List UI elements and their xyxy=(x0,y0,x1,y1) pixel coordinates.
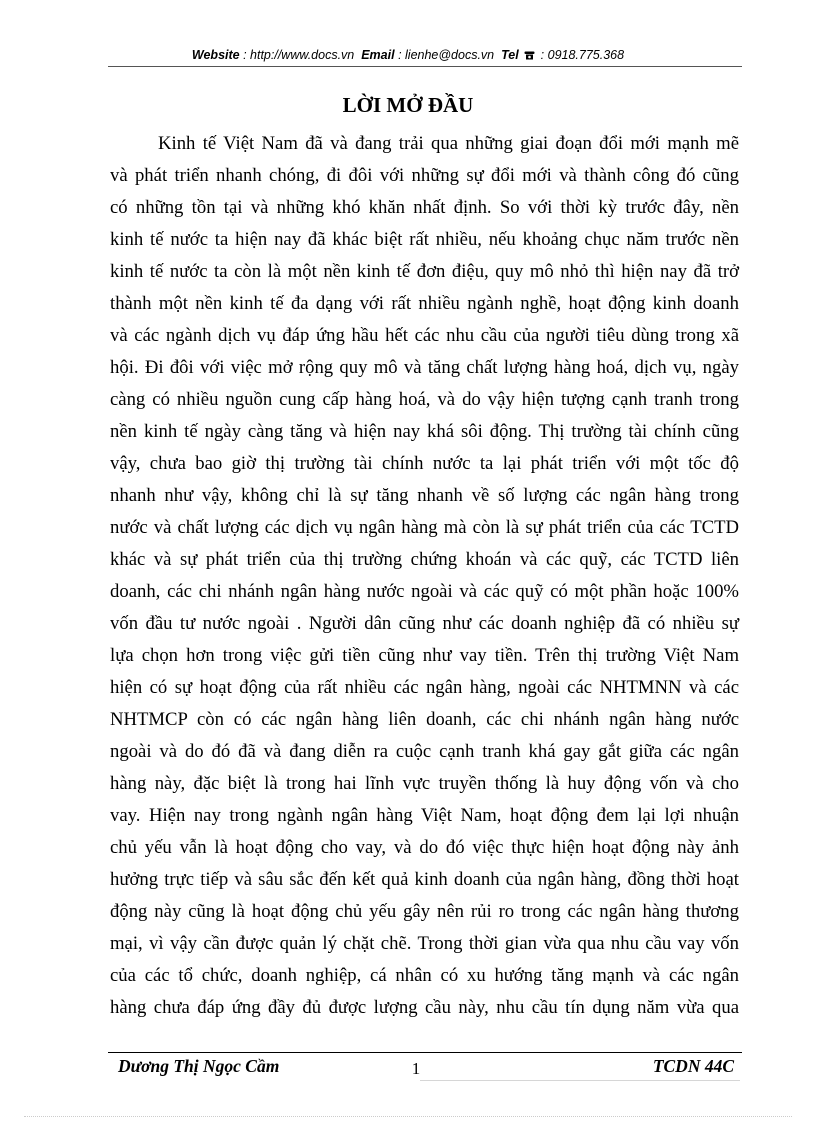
body-line: hàng này, đặc biệt là trong hai lĩnh vực truyền thống là huy động vốn và cho xyxy=(110,773,739,794)
body-line: hội. Đi đôi với việc mở rộng quy mô và tăng chất lượng hàng hoá, dịch vụ, ngày xyxy=(110,357,739,378)
body-line: hưởng trực tiếp và sâu sắc đến kết quả kinh doanh của ngân hàng, đồng thời hoạt xyxy=(110,869,739,890)
body-line: chủ yếu vẫn là hoạt động cho vay, và do đó việc thực hiện hoạt động này ảnh xyxy=(110,837,739,858)
footer-class-code: TCDN 44C xyxy=(652,1056,734,1076)
footer-divider xyxy=(108,1052,742,1053)
body-line: vậy, chưa bao giờ thị trường tài chính nước ta lại phát triển với một tốc độ xyxy=(110,453,739,474)
website-label: Website xyxy=(191,48,240,62)
page-header xyxy=(0,48,816,62)
body-line: doanh, các chi nhánh ngân hàng nước ngoài và các quỹ có một phần hoặc 100% xyxy=(110,581,739,602)
tel-label: Tel xyxy=(501,48,519,62)
body-line: nước và chất lượng các dịch vụ ngân hàng mà còn là sự phát triển của các TCTD xyxy=(110,517,739,538)
body-line: động này cũng là hoạt động chủ yếu gây nên rủi ro trong các ngân hàng thương xyxy=(110,901,739,922)
email-label: Email xyxy=(361,48,395,62)
body-line: kinh tế nước ta hiện nay đã khác biệt rất nhiều, nếu khoảng chục năm trước nền xyxy=(110,229,739,250)
body-line: của các tổ chức, doanh nghiệp, cá nhân có xu hướng tăng mạnh và các ngân xyxy=(110,965,739,986)
body-line: nhanh như vậy, không chỉ là sự tăng nhanh về số lượng các ngân hàng trong xyxy=(110,485,739,506)
body-line: ngoài và do đó đã và đang diễn ra cuộc cạnh tranh khá gay gắt giữa các ngân xyxy=(110,741,739,762)
body-line: NHTMCP còn có các ngân hàng liên doanh, các chi nhánh ngân hàng nước xyxy=(110,709,739,730)
body-line: nền kinh tế ngày càng tăng và hiện nay khá sôi động. Thị trường tài chính cũng xyxy=(110,421,739,442)
body-line: và các ngành dịch vụ đáp ứng hầu hết các nhu cầu của người tiêu dùng trong xã xyxy=(110,325,739,346)
body-line: Kinh tế Việt Nam đã và đang trải qua những giai đoạn đổi mới mạnh mẽ xyxy=(158,133,739,154)
phone-icon xyxy=(524,51,535,60)
body-line: càng có nhiều nguồn cung cấp hàng hoá, và do vậy hiện tượng cạnh tranh trong xyxy=(110,389,739,410)
body-line: thành một nền kinh tế đa dạng với rất nhiều ngành nghề, hoạt động kinh doanh xyxy=(110,293,739,314)
page-title: LỜI MỞ ĐẦU xyxy=(342,93,474,117)
page-number: 1 xyxy=(411,1059,421,1078)
body-line: khác và sự phát triển của thị trường chứng khoán và các quỹ, các TCTD liên xyxy=(110,549,739,570)
header-divider xyxy=(108,66,742,67)
body-line: kinh tế nước ta còn là một nền kinh tế đơn điệu, quy mô nhỏ thì hiện nay đã trở xyxy=(110,261,739,282)
body-line: và phát triển nhanh chóng, đi đôi với những sự đổi mới và thành công đó cũng xyxy=(110,165,739,186)
footer-author: Dương Thị Ngọc Cầm xyxy=(118,1056,280,1076)
website-value: : http://www.docs.vn xyxy=(243,48,355,62)
body-line: mại, vì vậy cần được quản lý chặt chẽ. Trong thời gian vừa qua nhu cầu vay vốn xyxy=(110,933,739,954)
body-line: hiện có sự hoạt động của rất nhiều các ngân hàng, ngoài các NHTMNN và các xyxy=(110,677,739,698)
body-line: vốn đầu tư nước ngoài . Người dân cũng như các doanh nghiệp đã có nhiều sự xyxy=(110,613,739,634)
body-paragraph xyxy=(110,128,739,1024)
body-line: vay. Hiện nay trong ngành ngân hàng Việt Nam, hoạt động đem lại lợi nhuận xyxy=(110,805,739,826)
page-bottom-border xyxy=(24,1116,792,1117)
footer-shadow-rule xyxy=(420,1080,740,1085)
body-line: có những tồn tại và những khó khăn nhất định. So với thời kỳ trước đây, nền xyxy=(110,197,739,218)
body-line: hàng chưa đáp ứng đầy đủ được lượng cầu này, nhu cầu tín dụng năm vừa qua xyxy=(110,997,739,1018)
email-value: : lienhe@docs.vn xyxy=(398,48,495,62)
body-line: lựa chọn hơn trong việc gửi tiền cũng như vay tiền. Trên thị trường Việt Nam xyxy=(110,645,739,666)
tel-value: : 0918.775.368 xyxy=(540,48,625,62)
